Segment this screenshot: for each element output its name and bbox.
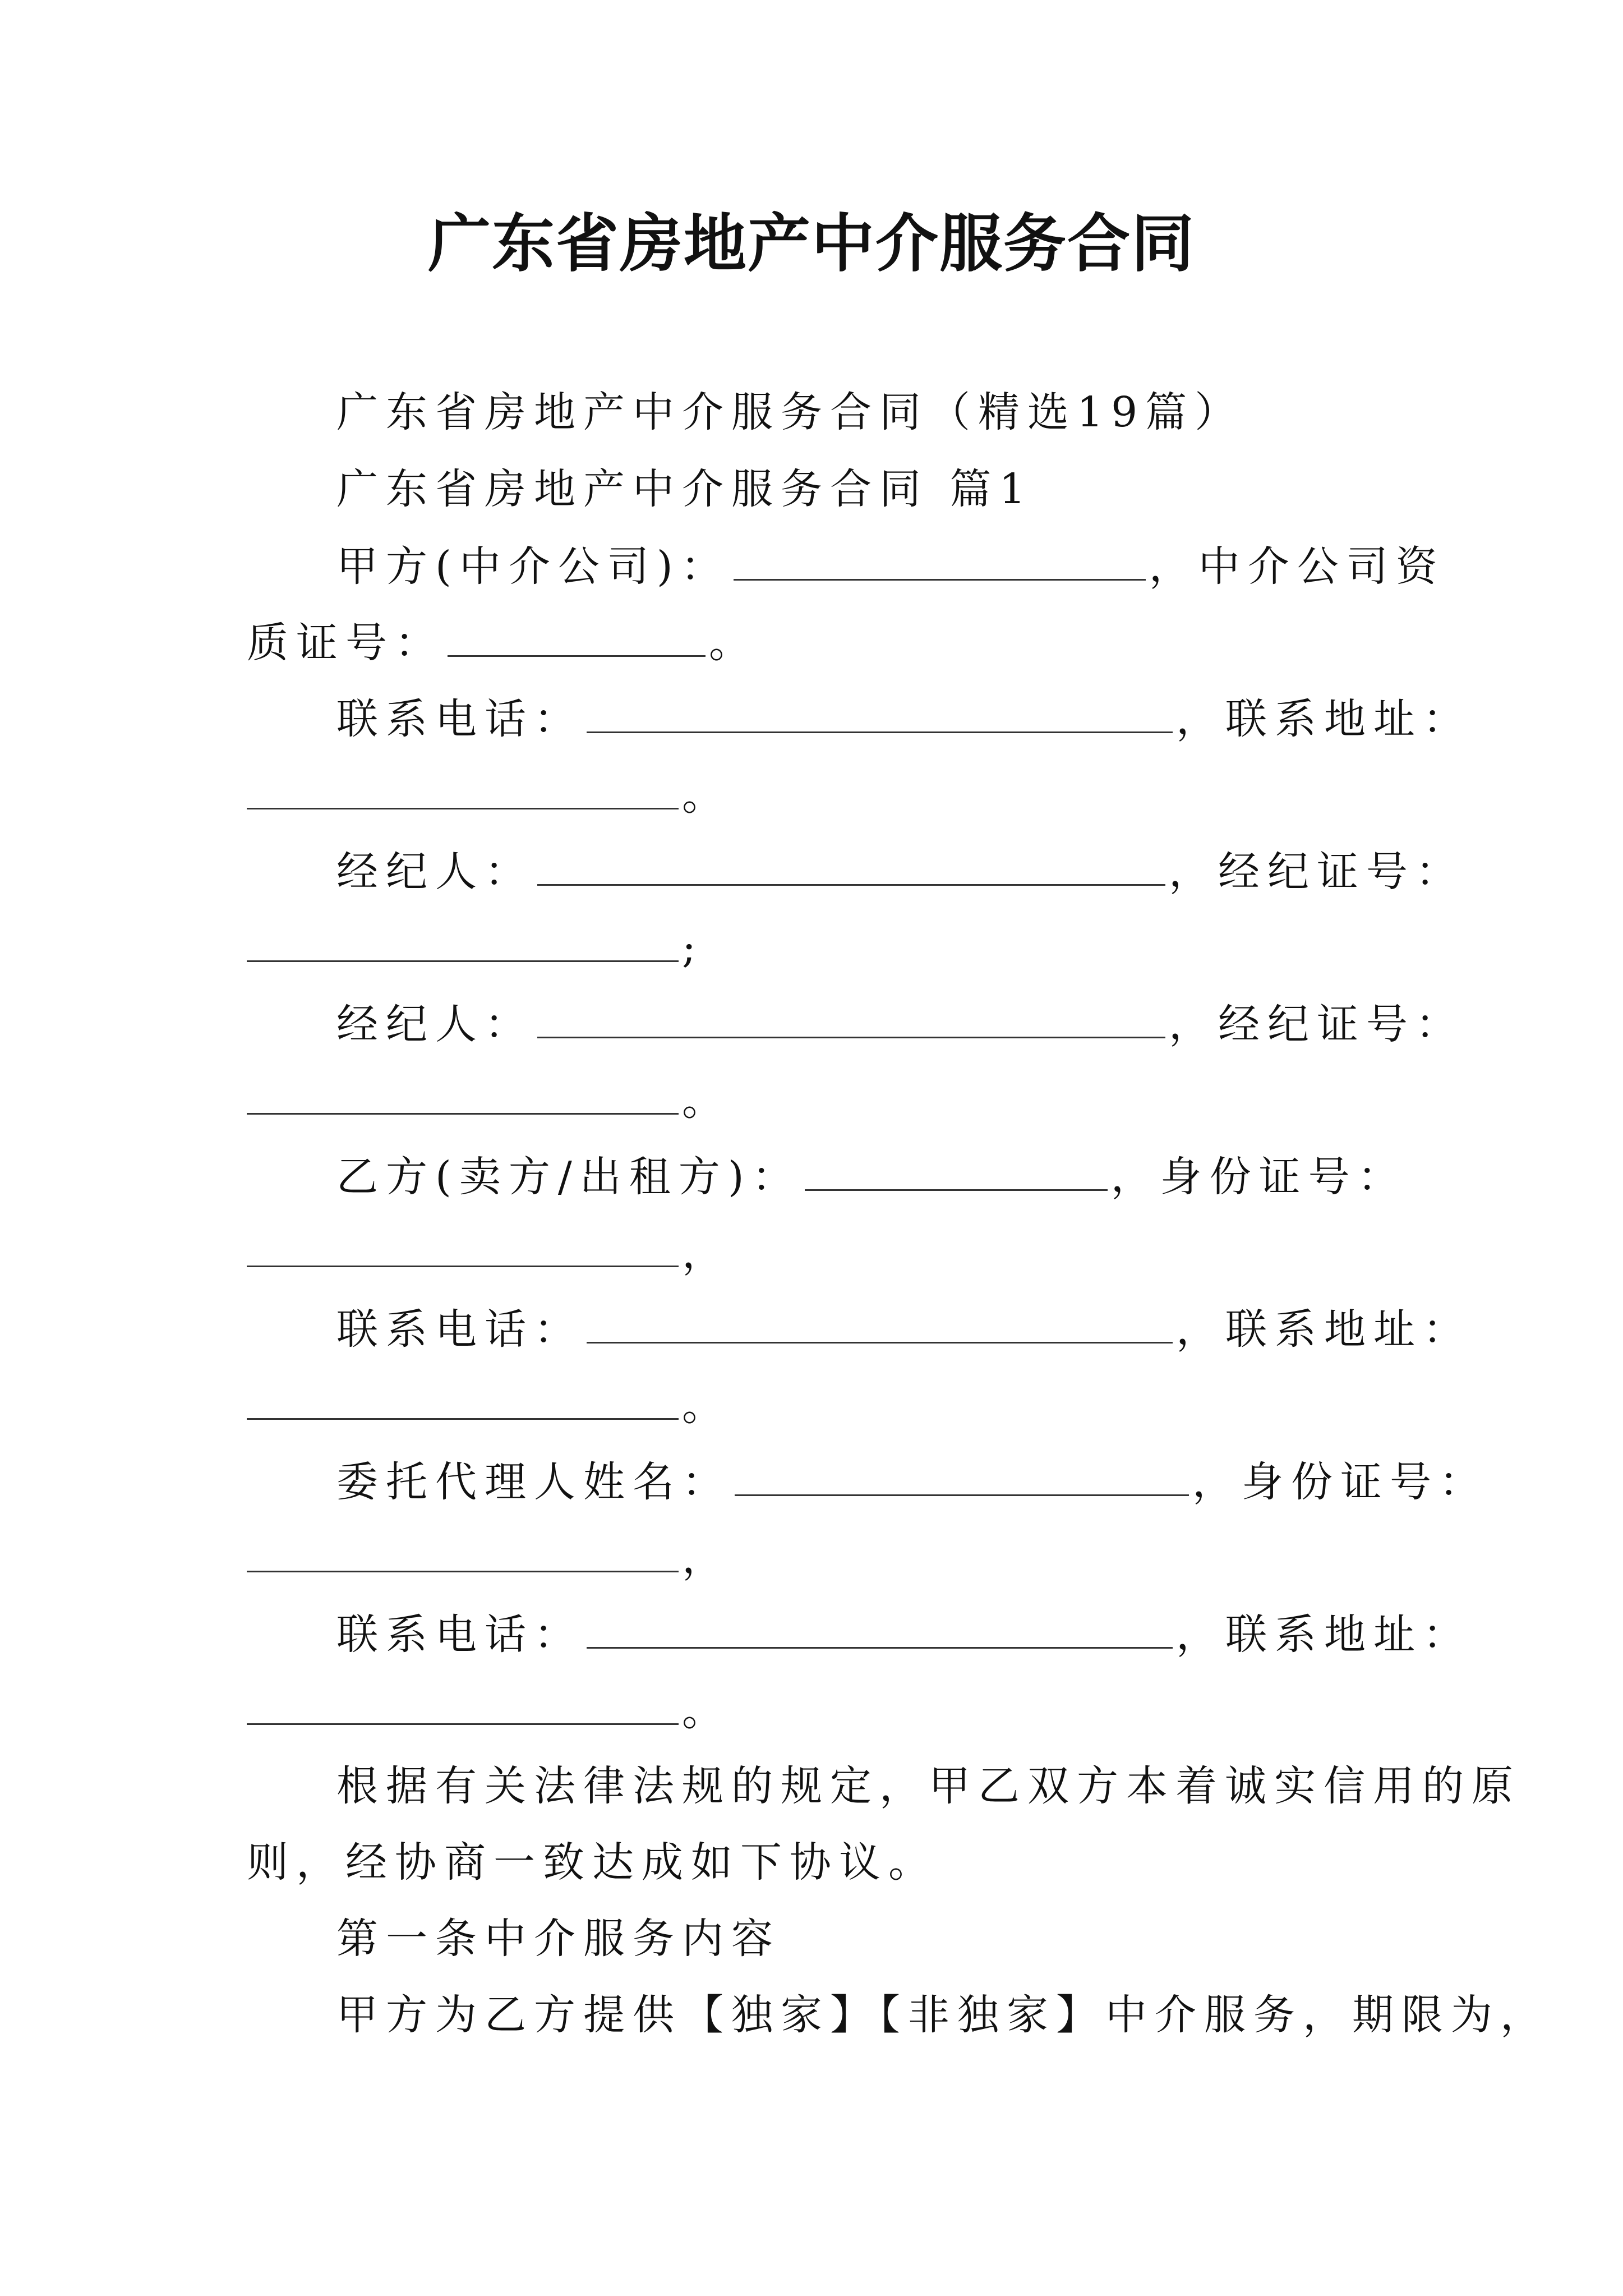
punctuation: ，: [682, 1534, 731, 1582]
party-a-label: 甲方(中介公司)：: [336, 542, 730, 591]
party-a-line: [336, 537, 1445, 595]
agent2-line: [336, 995, 1465, 1052]
phone-label: 联系电话：: [336, 1305, 583, 1354]
proxy-name-blank[interactable]: [735, 1453, 1189, 1496]
document-title: 广东省房地产中介服务合同: [428, 207, 1195, 280]
party-a-qualification-line: [247, 614, 758, 671]
agent1-line: [336, 843, 1465, 900]
paragraph-line: 甲方为乙方提供【独家】【非独家】中介服务，期限为，: [336, 1991, 1550, 2039]
punctuation: 。: [709, 619, 758, 667]
party-b-id-blank[interactable]: [247, 1224, 679, 1267]
party-b-line: [336, 1148, 1407, 1205]
agent1-cert-line: [247, 919, 704, 976]
phone-label: 联系电话：: [336, 695, 583, 743]
party-a-phone-blank[interactable]: [587, 690, 1173, 733]
proxy-phone-line: [336, 1605, 1472, 1663]
paragraph-line: 则，经协商一致达成如下协议。: [247, 1838, 938, 1887]
punctuation: 。: [682, 1687, 731, 1735]
address-label: ，联系地址：: [1176, 695, 1472, 743]
punctuation: 。: [682, 1382, 731, 1430]
party-a-address-blank[interactable]: [247, 766, 679, 809]
qualification-label: 质证号：: [247, 619, 444, 667]
proxy-id-blank[interactable]: [247, 1529, 679, 1572]
party-b-phone-blank[interactable]: [587, 1300, 1173, 1343]
id-label: ，身份证号：: [1192, 1458, 1488, 1506]
agent-cert-label: ，经纪证号：: [1169, 1000, 1465, 1048]
punctuation: 。: [682, 771, 731, 820]
party-b-name-blank[interactable]: [805, 1148, 1108, 1191]
proxy-line: [336, 1453, 1488, 1510]
punctuation: ;: [682, 924, 704, 972]
party-a-address-line: [247, 766, 731, 823]
agent2-cert-line: [247, 1071, 731, 1129]
id-label: ，身份证号：: [1110, 1153, 1407, 1201]
proxy-address-blank[interactable]: [247, 1682, 679, 1725]
party-b-id-line: [247, 1224, 731, 1281]
qualification-number-blank[interactable]: [448, 614, 706, 657]
party-b-address-blank[interactable]: [247, 1377, 679, 1420]
proxy-address-line: [247, 1682, 731, 1739]
punctuation: 。: [682, 1076, 731, 1125]
agent-label: 经纪人：: [336, 1000, 534, 1048]
address-label: ，联系地址：: [1176, 1611, 1472, 1659]
section-heading: 广东省房地产中介服务合同 篇1: [336, 465, 1034, 513]
punctuation: ，: [682, 1229, 731, 1277]
party-a-phone-line: [336, 690, 1472, 747]
agent2-name-blank[interactable]: [537, 995, 1165, 1038]
article-heading: 第一条中介服务内容: [336, 1915, 781, 1963]
document-subtitle: 广东省房地产中介服务合同（精选19篇）: [336, 388, 1244, 436]
agent-label: 经纪人：: [336, 848, 534, 896]
agent2-cert-blank[interactable]: [247, 1071, 679, 1115]
proxy-phone-blank[interactable]: [587, 1605, 1173, 1649]
agent1-name-blank[interactable]: [537, 843, 1165, 886]
agent1-cert-blank[interactable]: [247, 919, 679, 962]
paragraph-line: 根据有关法律法规的规定，甲乙双方本着诚实信用的原: [336, 1762, 1521, 1810]
agent-cert-label: ，经纪证号：: [1169, 848, 1465, 896]
address-label: ，联系地址：: [1176, 1305, 1472, 1354]
party-a-qualification-label: ，中介公司资: [1149, 542, 1445, 591]
party-b-address-line: [247, 1377, 731, 1434]
party-b-phone-line: [336, 1300, 1472, 1358]
phone-label: 联系电话：: [336, 1611, 583, 1659]
proxy-id-line: [247, 1529, 731, 1586]
proxy-label: 委托代理人姓名：: [336, 1458, 731, 1506]
party-b-label: 乙方(卖方/出租方)：: [336, 1153, 801, 1201]
party-a-name-blank[interactable]: [734, 537, 1146, 581]
